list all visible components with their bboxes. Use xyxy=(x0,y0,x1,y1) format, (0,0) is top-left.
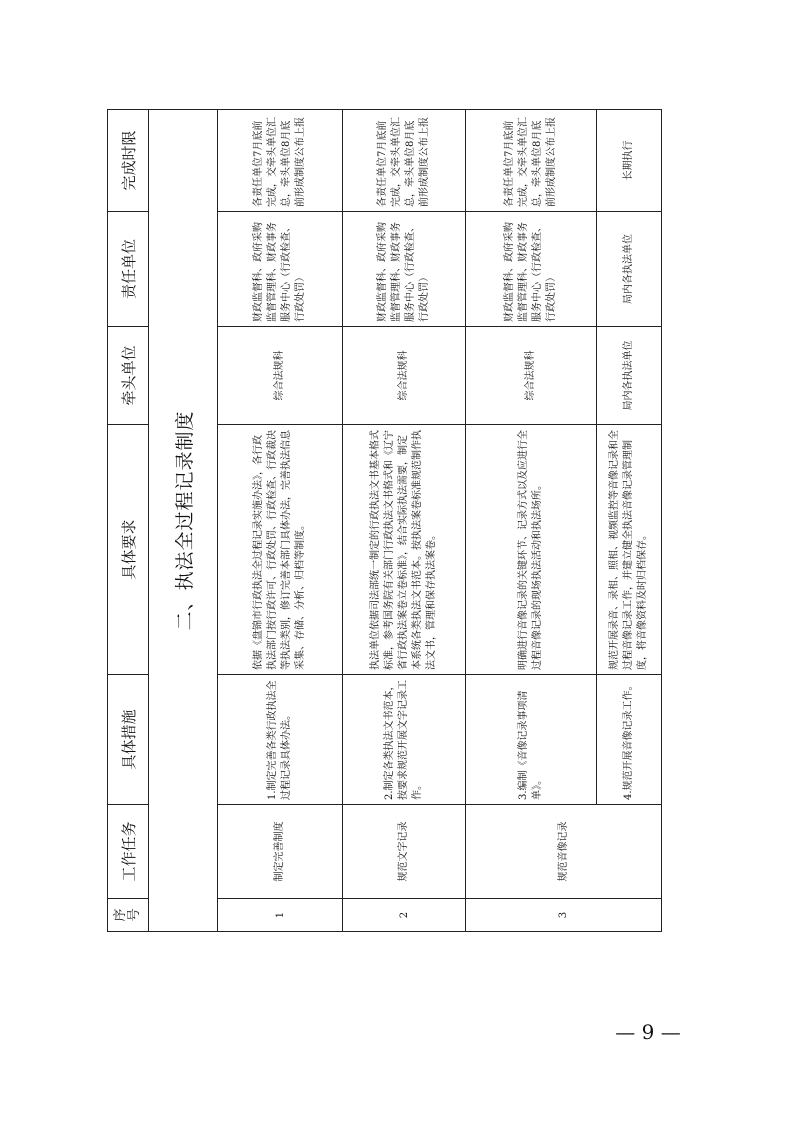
row-responsible: 局内各执法单位 xyxy=(597,212,662,327)
row-lead: 综合法规科 xyxy=(466,327,597,425)
row-seq: 2 xyxy=(343,899,466,932)
row-deadline: 各责任单位7月底前完成，交牵头单位汇总，牵头单位8月底前形成制度公布上报 xyxy=(218,110,343,212)
row-measure: 2.制定各类执法文书范本，按要求规范开展文字记录工作。 xyxy=(343,675,466,805)
row-task: 规范文字记录 xyxy=(343,805,466,899)
row-measure: 4.规范开展音像记录工作。 xyxy=(597,675,662,805)
row-responsible: 财政监督科、政府采购监督管理科、财政事务服务中心（行政检查、行政处罚） xyxy=(218,212,343,327)
header-measure: 具体措施 xyxy=(108,675,149,805)
row-seq: 3 xyxy=(466,899,662,932)
header-responsible: 责任单位 xyxy=(108,212,149,327)
section-title: 二、执法全过程记录制度 xyxy=(149,110,218,932)
row-requirement: 规范开展录音、录相、照相、视频监控等音像记录和全过程音像记录工作，并建立健全执法音像记录管理制度，将音像资料及时归档保存。 xyxy=(597,425,662,675)
row-requirement: 执法单位依据司法部统一制定的行政执法文书基本格式标准，参考国务院有关部门行政执法文书格式和《辽宁省行政执法案卷立卷标准》，结合实际执法需要，制定本系统各类执法文书范本。按执法案卷标准规范制作执法文书，管理和保存执法案卷。 xyxy=(343,425,466,675)
row-responsible: 财政监督科、政府采购监督管理科、财政事务服务中心（行政检查、行政处罚） xyxy=(343,212,466,327)
row-measure: 1.制定完善各类行政执法全过程记录具体办法。 xyxy=(218,675,343,805)
row-lead: 局内各执法单位 xyxy=(597,327,662,425)
page-number: — 9 — xyxy=(615,1020,681,1044)
header-requirement: 具体要求 xyxy=(108,425,149,675)
row-requirement: 明确进行音像记录的关键环节、记录方式以及应进行全过程音像记录的现场执法活动和执法场所。 xyxy=(466,425,597,675)
row-seq: 1 xyxy=(218,899,343,932)
header-lead: 牵头单位 xyxy=(108,327,149,425)
table-row xyxy=(466,110,597,932)
header-row xyxy=(108,110,149,932)
header-seq: 序号 xyxy=(108,899,149,932)
row-task: 制定完善制度 xyxy=(218,805,343,899)
row-responsible: 财政监督科、政府采购监督管理科、财政事务服务中心（行政检查、行政处罚） xyxy=(466,212,597,327)
row-deadline: 各责任单位7月底前完成，交牵头单位汇总，牵头单位8月底前形成制度公布上报 xyxy=(466,110,597,212)
row-lead: 综合法规科 xyxy=(343,327,466,425)
row-measure: 3.编制《音像记录事项清单》。 xyxy=(466,675,597,805)
row-task: 规范音像记录 xyxy=(466,805,662,899)
row-deadline: 各责任单位7月底前完成，交牵头单位汇总，牵头单位8月底前形成制度公布上报 xyxy=(343,110,466,212)
row-requirement: 依据《盘锦市行政执法全过程记录实施办法》，各行政执法部门按行政许可、行政处罚、行政检查、行政裁决等执法类别，修订完善本部门具体办法，完善执法信息采集、存储、分析、归档等制度。 xyxy=(218,425,343,675)
section-row xyxy=(149,110,218,932)
row-deadline: 长期执行 xyxy=(597,110,662,212)
table-row xyxy=(218,110,343,932)
table-row xyxy=(343,110,466,932)
header-task: 工作任务 xyxy=(108,805,149,899)
row-lead: 综合法规科 xyxy=(218,327,343,425)
task-table xyxy=(107,109,662,932)
header-deadline: 完成时限 xyxy=(108,110,149,212)
